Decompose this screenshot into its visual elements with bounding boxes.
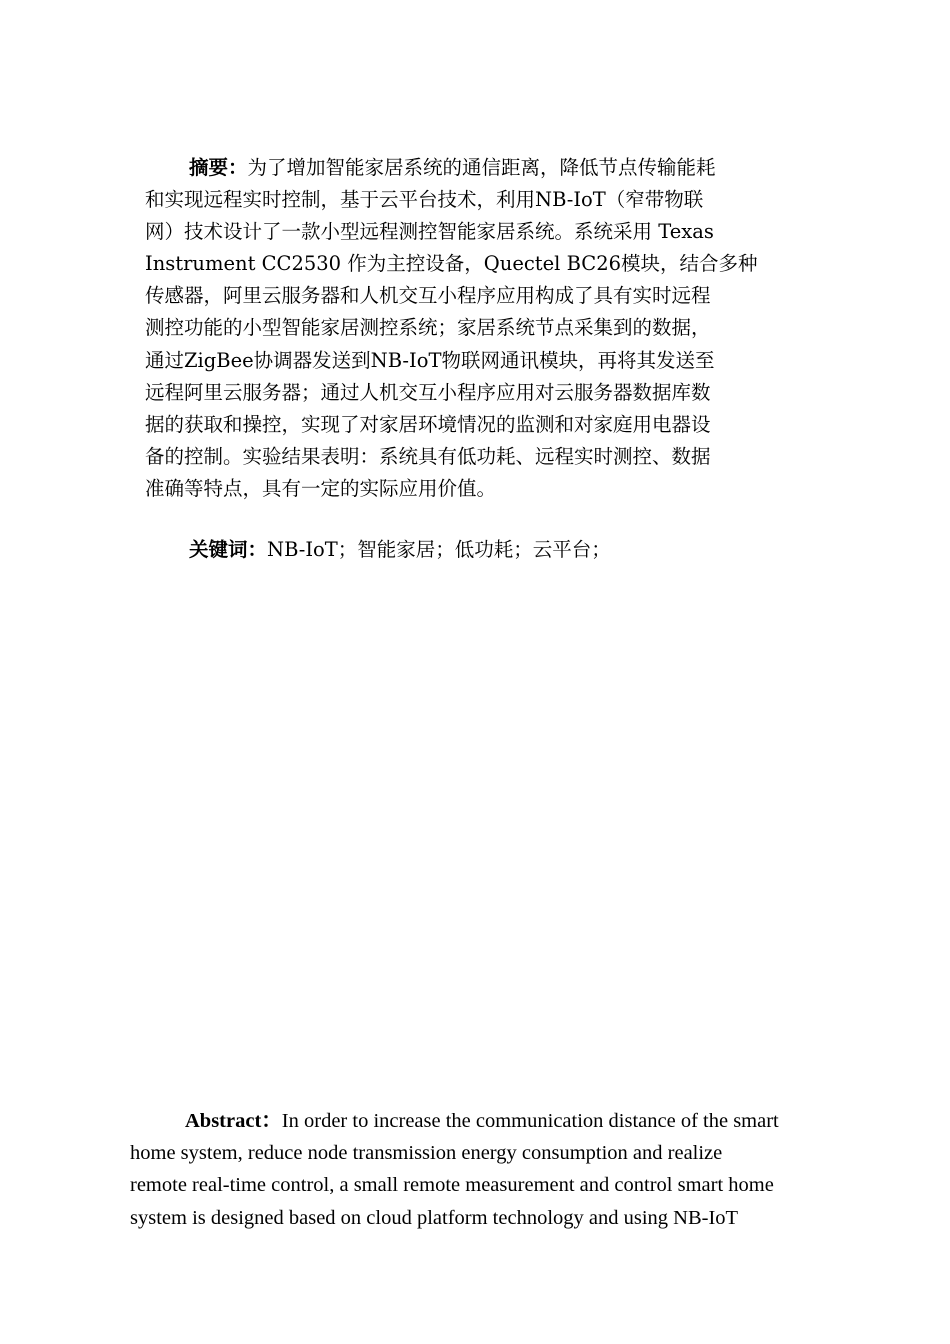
keywords-label: 关键词： — [189, 538, 268, 561]
abstract-line: 备的控制。实验结果表明：系统具有低功耗、远程实时测控、数据 — [145, 444, 711, 468]
abstract-line: Instrument CC2530 作为主控设备，Quectel BC26模块，结合多种 — [145, 252, 758, 276]
abstract-text: 为了增加智能家居系统的通信距离，降低节点传输能耗 — [247, 156, 716, 179]
abstract-line: remote real-time control, a small remote measurement and control smart home — [130, 1174, 774, 1197]
abstract-text: In order to increase the communication distance of the smart — [281, 1110, 779, 1132]
abstract-line: 通过ZigBee协调器发送到NB-IoT物联网通讯模块，再将其发送至 — [145, 348, 715, 372]
abstract-line: system is designed based on cloud platform technology and using NB-IoT — [130, 1206, 739, 1229]
keywords-text: NB-IoT；智能家居；低功耗；云平台； — [267, 538, 611, 561]
abstract-en-label: Abstract： — [185, 1110, 282, 1132]
abstract-line — [145, 152, 805, 184]
abstract-line — [130, 1105, 840, 1137]
english-abstract — [130, 1105, 840, 1234]
abstract-line: 据的获取和操控，实现了对家居环境情况的监测和对家庭用电器设 — [145, 412, 711, 436]
abstract-line: 远程阿里云服务器；通过人机交互小程序应用对云服务器数据库数 — [145, 380, 711, 404]
abstract-line: 测控功能的小型智能家居测控系统；家居系统节点采集到的数据， — [145, 316, 711, 340]
abstract-label: 摘要： — [189, 156, 248, 179]
abstract-line: 和实现远程实时控制，基于云平台技术，利用NB-IoT（窄带物联 — [145, 188, 704, 212]
keywords — [189, 534, 611, 566]
abstract-line: 传感器，阿里云服务器和人机交互小程序应用构成了具有实时远程 — [145, 284, 711, 308]
abstract-line: home system, reduce node transmission energy consumption and realize — [130, 1142, 723, 1165]
abstract-line: 准确等特点，具有一定的实际应用价值。 — [145, 476, 497, 500]
abstract-line: 网）技术设计了一款小型远程测控智能家居系统。系统采用 Texas — [145, 220, 714, 244]
chinese-abstract — [145, 152, 805, 505]
